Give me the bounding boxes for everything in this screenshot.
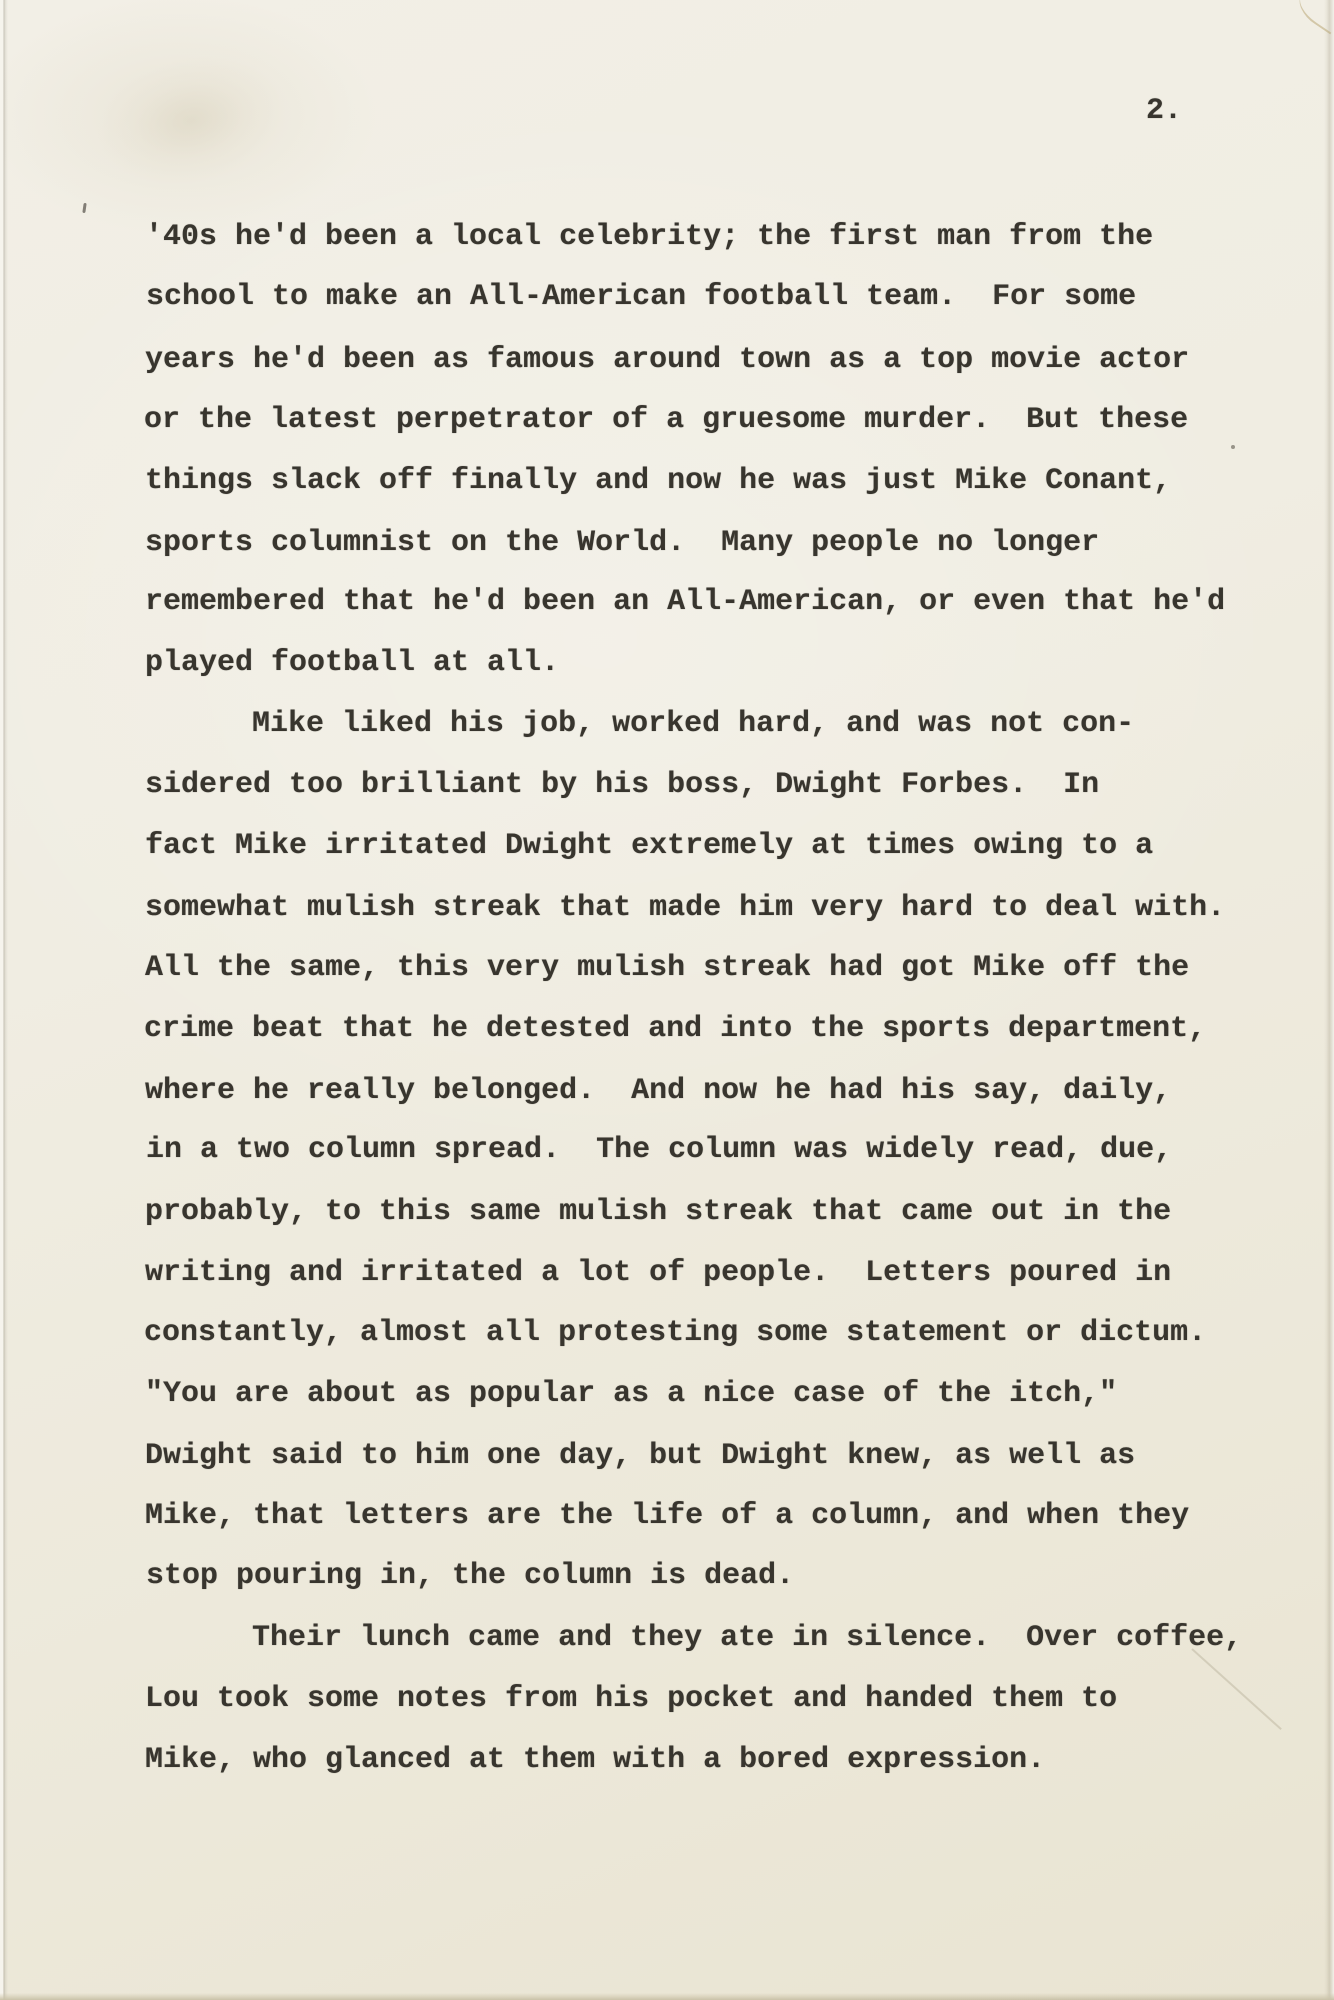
text-line: probably, to this same mulish streak that came out in the <box>145 1194 1172 1229</box>
text-line: fact Mike irritated Dwight extremely at times owing to a <box>145 829 1154 864</box>
paper-edge-bottom <box>0 1993 1334 2000</box>
text-line: All the same, this very mulish streak had got Mike off the <box>145 950 1190 985</box>
paper-crease-top-left <box>85 40 297 202</box>
paper-edge-left <box>0 0 8 2000</box>
text-line: '40s he'd been a local celebrity; the first man from the <box>145 220 1154 254</box>
text-line: in a two column spread. The column was widely read, due, <box>146 1132 1173 1167</box>
text-line: Lou took some notes from his pocket and handed them to <box>145 1681 1118 1716</box>
text-line: things slack off finally and now he was just Mike Conant, <box>145 463 1172 498</box>
text-line: "You are about as popular as a nice case of the itch," <box>145 1377 1118 1412</box>
text-line: constantly, almost all protesting some statement or dictum. <box>144 1316 1207 1351</box>
text-line: Mike, who glanced at them with a bored expression. <box>145 1742 1046 1777</box>
text-line: sidered too brilliant by his boss, Dwight Forbes. In <box>145 768 1100 803</box>
text-line: writing and irritated a lot of people. Letters poured in <box>145 1256 1172 1291</box>
text-line: years he'd been as famous around town as a top movie actor <box>145 342 1190 377</box>
text-line: Their lunch came and they ate in silence. Over coffee, <box>144 1620 1243 1655</box>
stray-ink-mark <box>82 203 86 213</box>
text-line: crime beat that he detested and into the sports department, <box>144 1011 1207 1046</box>
text-line: Mike, that letters are the life of a column, and when they <box>145 1499 1190 1534</box>
text-line: stop pouring in, the column is dead. <box>146 1558 795 1593</box>
text-line: or the latest perpetrator of a gruesome murder. But these <box>144 402 1189 437</box>
text-line: school to make an All-American football team. For some <box>146 279 1137 314</box>
text-line: Dwight said to him one day, but Dwight knew, as well as <box>145 1439 1136 1474</box>
paper-corner-fold <box>1292 0 1334 34</box>
text-line: Mike liked his job, worked hard, and was not con- <box>144 707 1135 742</box>
text-line: played football at all. <box>145 646 560 681</box>
text-line: somewhat mulish streak that made him very hard to deal with. <box>145 890 1226 925</box>
text-line: where he really belonged. And now he had his say, daily, <box>145 1073 1172 1108</box>
paper-edge-right <box>1324 0 1334 2000</box>
page-number: 2. <box>1146 94 1183 128</box>
typewritten-text-block <box>145 207 1243 1791</box>
text-line: remembered that he'd been an All-American, or even that he'd <box>145 585 1226 620</box>
text-line: sports columnist on the World. Many people no longer <box>145 525 1100 560</box>
